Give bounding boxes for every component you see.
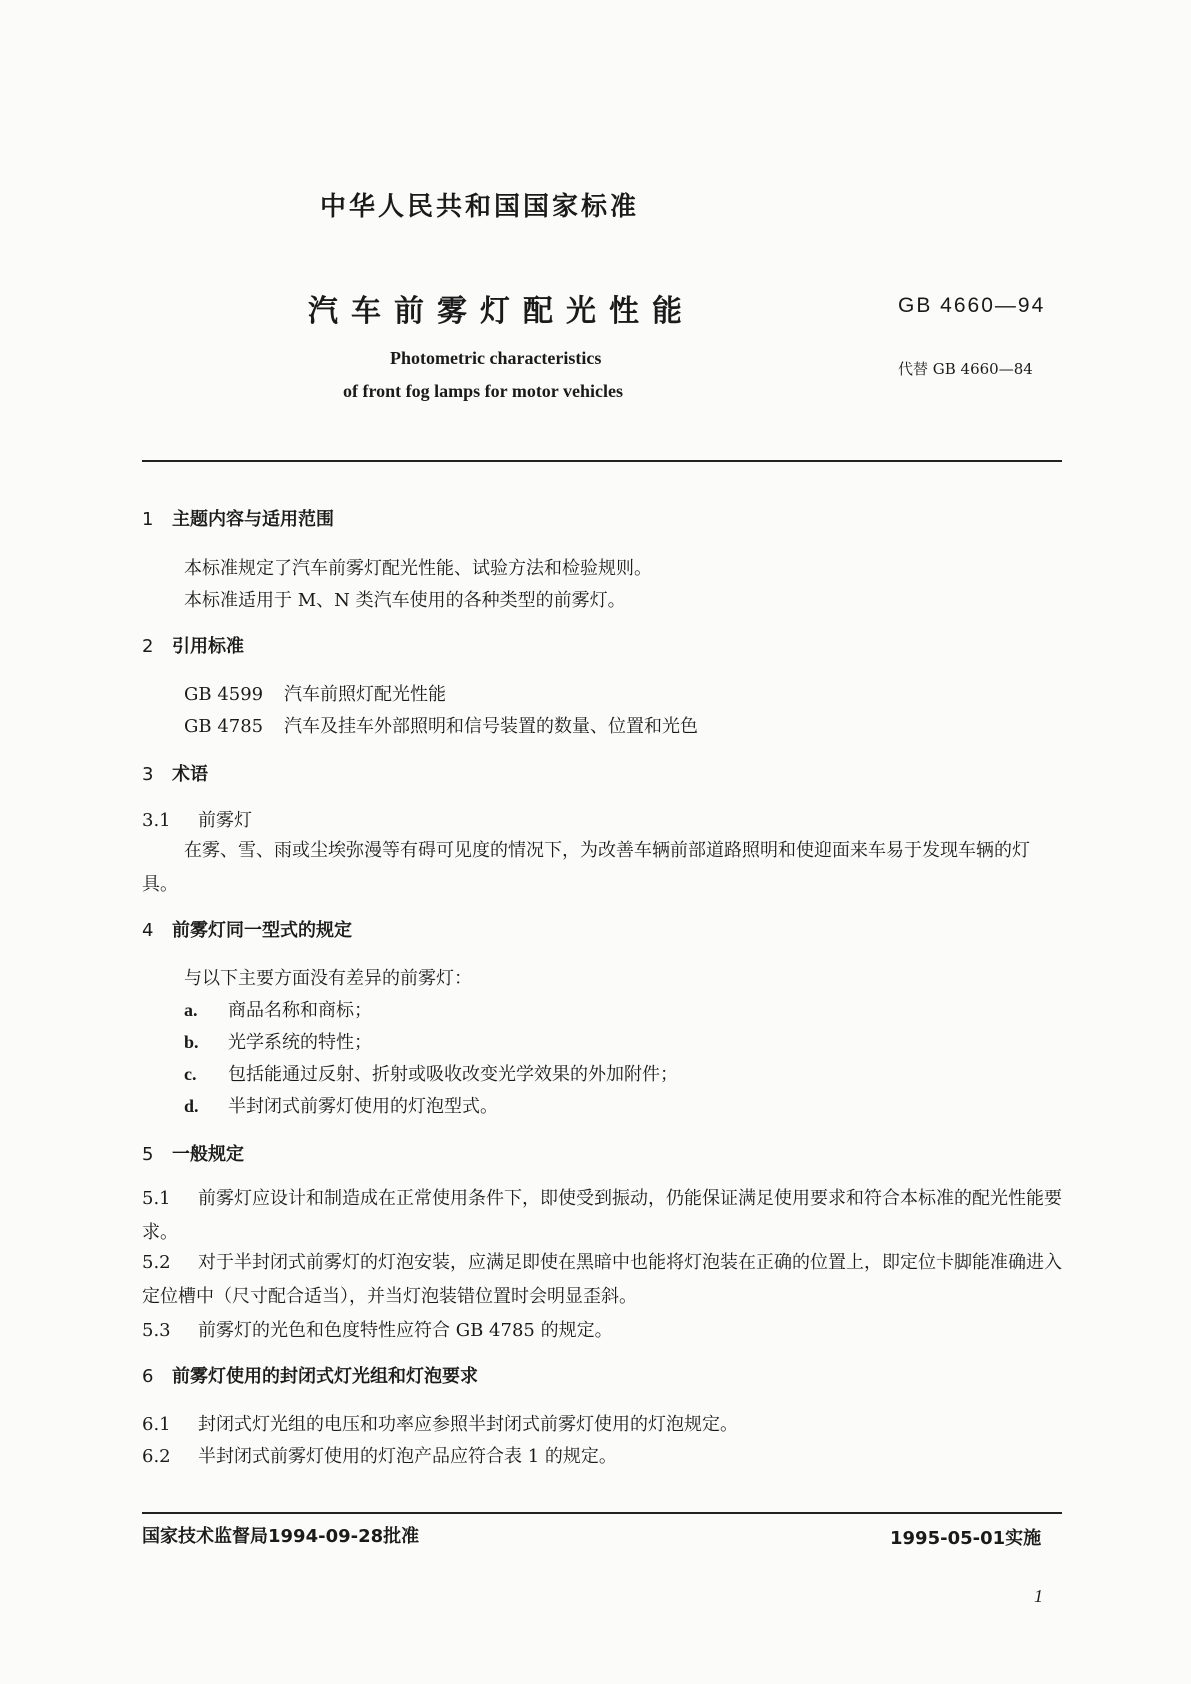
approval-line: 国家技术监督局1994-09-28批准 — [142, 1526, 420, 1547]
section-number: 1 — [142, 509, 154, 530]
replaces-standard: 代替 GB 4660—84 — [898, 360, 1033, 378]
implementation-date: 1995-05-01实施 — [890, 1528, 1042, 1549]
section-title: 前雾灯同一型式的规定 — [172, 920, 352, 941]
paragraph: 本标准适用于 M、N 类汽车使用的各种类型的前雾灯。 — [184, 590, 626, 611]
clause-number: 5.2 — [142, 1252, 171, 1273]
clause-number: 5.1 — [142, 1188, 171, 1209]
section-2-heading — [142, 632, 244, 658]
list-label: d. — [184, 1096, 199, 1116]
list-text: 商品名称和商标； — [228, 1000, 372, 1021]
clause-text: 前雾灯应设计和制造成在正常使用条件下，即使受到振动，仍能保证满足使用要求和符合本标准的配光性能要求。 — [142, 1188, 1062, 1243]
list-text: 包括能通过反射、折射或吸收改变光学效果的外加附件； — [228, 1064, 678, 1085]
section-3-heading — [142, 760, 208, 786]
clause-text: 封闭式灯光组的电压和功率应参照半封闭式前雾灯使用的灯泡规定。 — [198, 1414, 738, 1435]
list-text: 光学系统的特性； — [228, 1032, 372, 1053]
clause-number: 6.1 — [142, 1414, 171, 1435]
section-number: 2 — [142, 636, 154, 657]
reference-item — [184, 712, 698, 738]
list-label: b. — [184, 1032, 199, 1052]
reference-code: GB 4599 — [184, 684, 264, 705]
list-label: a. — [184, 1000, 198, 1020]
english-title-line2: of front fog lamps for motor vehicles — [343, 381, 623, 401]
section-5-heading — [142, 1140, 244, 1166]
document-title: 汽车前雾灯配光性能 — [308, 294, 695, 329]
section-number: 3 — [142, 764, 154, 785]
clause-number: 3.1 — [142, 810, 171, 831]
section-4-heading — [142, 916, 352, 942]
clause-6-1 — [142, 1410, 738, 1436]
clause-number: 6.2 — [142, 1446, 171, 1467]
page-number: 1 — [1034, 1586, 1043, 1606]
section-title: 主题内容与适用范围 — [172, 509, 334, 530]
clause-number: 5.3 — [142, 1320, 171, 1341]
section-title: 一般规定 — [172, 1144, 244, 1165]
reference-item — [184, 680, 446, 706]
clause-text: 前雾灯的光色和色度特性应符合 GB 4785 的规定。 — [198, 1320, 613, 1341]
definition-paragraph: 在雾、雪、雨或尘埃弥漫等有碍可见度的情况下，为改善车辆前部道路照明和使迎面来车易于发现车辆的灯具。 — [142, 840, 1030, 895]
clause-5-3 — [142, 1316, 613, 1342]
section-1-heading — [142, 505, 334, 531]
section-6-heading — [142, 1362, 478, 1388]
section-title: 术语 — [172, 764, 208, 785]
list-intro: 与以下主要方面没有差异的前雾灯： — [184, 968, 472, 989]
list-item — [184, 1028, 372, 1054]
english-title-line1: Photometric characteristics — [390, 348, 602, 368]
clause-6-2 — [142, 1442, 617, 1468]
reference-name: 汽车前照灯配光性能 — [284, 684, 446, 705]
reference-code: GB 4785 — [184, 716, 264, 737]
reference-name: 汽车及挂车外部照明和信号装置的数量、位置和光色 — [284, 716, 698, 737]
clause-5-2 — [142, 1246, 1062, 1314]
clause-text: 对于半封闭式前雾灯的灯泡安装，应满足即使在黑暗中也能将灯泡装在正确的位置上，即定位卡脚能准确进入定位槽中（尺寸配合适当），并当灯泡装错位置时会明显歪斜。 — [142, 1252, 1062, 1307]
clause-title: 前雾灯 — [198, 810, 252, 831]
list-text: 半封闭式前雾灯使用的灯泡型式。 — [228, 1096, 498, 1117]
national-standard-heading: 中华人民共和国国家标准 — [320, 192, 640, 222]
paragraph: 本标准规定了汽车前雾灯配光性能、试验方法和检验规则。 — [184, 558, 652, 579]
list-item — [184, 1092, 498, 1118]
clause-text: 半封闭式前雾灯使用的灯泡产品应符合表 1 的规定。 — [198, 1446, 617, 1467]
standard-number: GB 4660—94 — [898, 294, 1046, 317]
section-title: 引用标准 — [172, 636, 244, 657]
clause-3-1 — [142, 806, 252, 832]
list-item — [184, 996, 372, 1022]
section-title: 前雾灯使用的封闭式灯光组和灯泡要求 — [172, 1366, 478, 1387]
list-label: c. — [184, 1064, 197, 1084]
header-divider — [142, 460, 1062, 462]
section-number: 6 — [142, 1366, 154, 1387]
clause-5-1 — [142, 1182, 1062, 1250]
section-number: 5 — [142, 1144, 154, 1165]
section-number: 4 — [142, 920, 154, 941]
list-item — [184, 1060, 678, 1086]
footer-divider — [142, 1512, 1062, 1514]
